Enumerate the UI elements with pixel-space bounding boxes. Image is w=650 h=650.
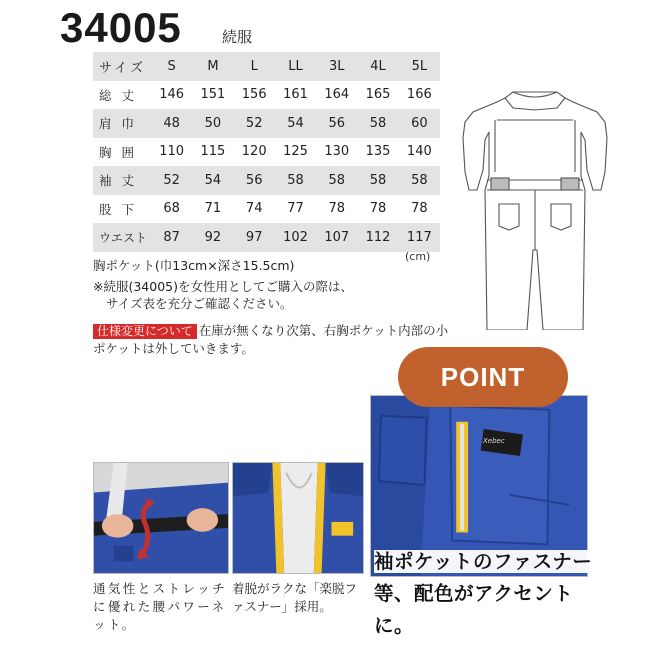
point-badge-label: POINT [440, 361, 526, 392]
table-cell: 107 [316, 223, 357, 252]
table-cell: 161 [283, 87, 308, 103]
table-cell: 87 [151, 223, 192, 252]
table-cell: 112 [357, 223, 398, 252]
table-cell: 117 [399, 223, 440, 252]
table-cell: 50 [192, 109, 233, 138]
coverall-back-sketch [455, 80, 615, 330]
zipper-caption: 着脱がラクな「楽脱ファスナー」採用。 [232, 581, 358, 614]
table-row [93, 81, 440, 110]
spec-change-badge: 仕様変更について [93, 324, 197, 339]
row-label: 股 下 [99, 201, 137, 217]
table-cell: 58 [399, 166, 440, 195]
size-header-ll: LL [275, 52, 316, 81]
spec-change-notice [93, 322, 453, 358]
table-cell: 166 [406, 87, 432, 103]
table-row [93, 109, 440, 138]
table-cell: 58 [357, 109, 398, 138]
row-label: 胸 囲 [99, 144, 137, 160]
table-cell: 115 [200, 144, 226, 160]
notice-line-1: ※続服(34005)を女性用としてご購入の際は、 [93, 279, 353, 294]
row-label: 袖 丈 [93, 166, 151, 195]
table-cell: 58 [316, 166, 357, 195]
table-cell: 56 [316, 109, 357, 138]
table-cell: 52 [151, 166, 192, 195]
table-cell: 78 [411, 201, 428, 217]
size-header-label: サイズ [93, 52, 151, 81]
table-row [93, 223, 440, 252]
table-cell: 102 [275, 223, 316, 252]
table-cell: 58 [275, 166, 316, 195]
product-category: 続服 [222, 28, 253, 46]
waist-powernet-photo [93, 462, 229, 574]
table-cell: 110 [159, 144, 185, 160]
zipper-photo [232, 462, 364, 574]
table-cell: 71 [204, 201, 222, 217]
row-label: ウエスト [93, 223, 151, 252]
table-cell: 120 [241, 144, 267, 160]
table-cell: 165 [365, 87, 391, 103]
spec-change-text: 在庫が無くなり次第、右胸ポケット内部の小ポケットは外していきます。 [93, 323, 449, 356]
point-badge [398, 347, 568, 407]
table-cell: 48 [151, 109, 192, 138]
size-header-m: M [192, 52, 233, 81]
size-header-3l: 3L [316, 52, 357, 81]
point-caption-text: 袖ポケットのファスナー等、配色がアクセントに。 [374, 550, 593, 637]
table-cell: 135 [365, 144, 391, 160]
table-cell: 97 [234, 223, 275, 252]
women-size-notice [93, 278, 353, 312]
size-header-s: S [151, 52, 192, 81]
size-header-4l: 4L [357, 52, 398, 81]
size-table-header-row [93, 52, 440, 81]
waist-caption: 通気性とストレッチに優れた腰パワーネット。 [93, 581, 227, 632]
table-cell: 74 [245, 201, 263, 217]
table-row [93, 166, 440, 195]
unit-label: (cm) [405, 250, 431, 263]
table-cell: 78 [369, 201, 387, 217]
notice-line-2: サイズ表を充分ご確認ください。 [106, 296, 293, 311]
table-cell: 52 [234, 109, 275, 138]
table-cell: 164 [324, 87, 350, 103]
size-table [93, 52, 440, 252]
table-cell: 54 [275, 109, 316, 138]
row-label: 総 丈 [99, 87, 137, 103]
table-cell: 78 [328, 201, 346, 217]
table-row [93, 138, 440, 167]
table-cell: 146 [159, 87, 185, 103]
table-cell: 125 [283, 144, 308, 160]
size-header-5l: 5L [399, 52, 440, 81]
table-cell: 130 [324, 144, 350, 160]
table-cell: 77 [287, 201, 304, 217]
table-cell: 58 [357, 166, 398, 195]
table-cell: 54 [192, 166, 233, 195]
row-label: 肩 巾 [93, 109, 151, 138]
table-cell: 56 [234, 166, 275, 195]
table-row [93, 195, 440, 224]
table-cell: 156 [241, 87, 267, 103]
product-code: 34005 [60, 4, 182, 51]
table-cell: 92 [192, 223, 233, 252]
point-caption [374, 546, 604, 642]
size-header-l: L [234, 52, 275, 81]
table-cell: 151 [200, 87, 226, 103]
table-cell: 68 [163, 201, 180, 217]
table-cell: 60 [399, 109, 440, 138]
brand-tag: Xebec [483, 437, 505, 445]
table-cell: 140 [406, 144, 432, 160]
pocket-size-note: 胸ポケット(巾13cm×深さ15.5cm) [93, 258, 295, 273]
